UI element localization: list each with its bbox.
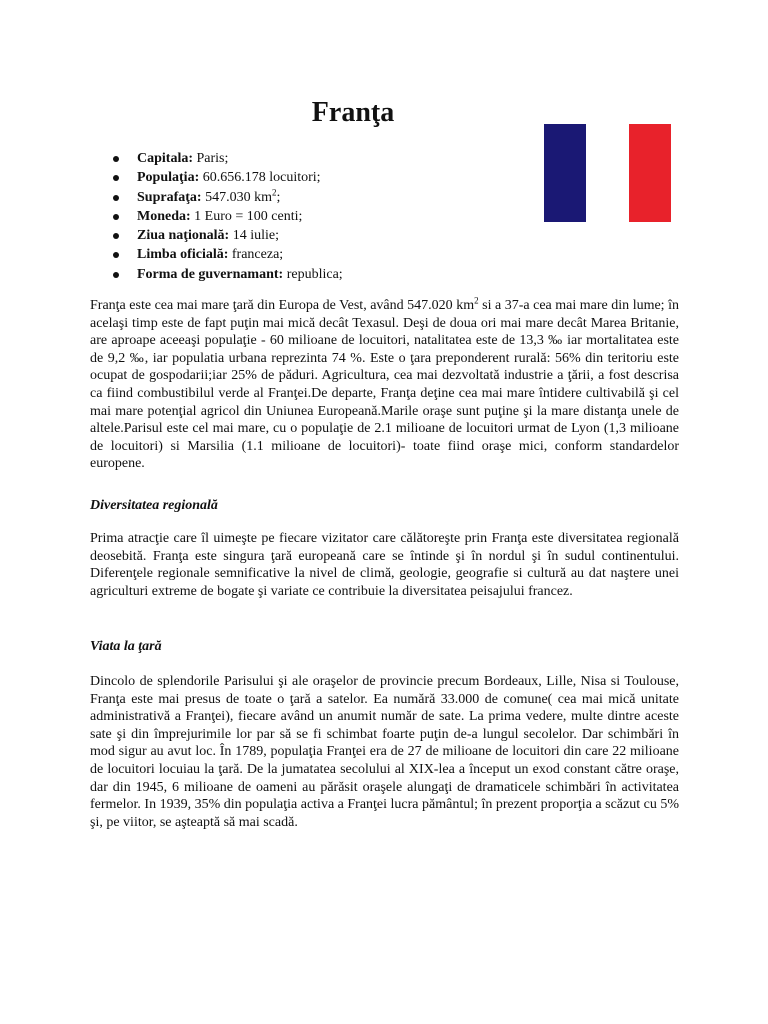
fact-value-tail: ; xyxy=(276,189,281,205)
fact-item-population xyxy=(110,168,343,187)
flag-stripe-blue xyxy=(544,124,586,222)
fact-value: 547.030 km xyxy=(201,189,272,205)
fact-item-capital xyxy=(110,149,343,168)
flag-stripe-white xyxy=(586,124,628,222)
fact-value: 14 iulie; xyxy=(229,228,279,244)
fact-key: Forma de guvernamant: xyxy=(137,266,284,282)
fact-key: Ziua naţională: xyxy=(137,228,230,244)
intro-text-part2: si a 37-a cea mai mare din lume; în acelaşi timp este de fapt puţin mai mică decât Texasul. Deşi de doua ori mai mare decât Marea Britanie, are aproape aceeaşi populaţie - 60 milioane de locuitori, natalitatea este de 13,3 ‰ iar mortalitatea este de 9,2 ‰, iar populatia urbana reprezinta 74 %. Este o ţara preponderent rurală: 56% din teritoriu este ocupat de gospodarii;iar 25% de păduri. Agricultura, cea mai dezvoltată industrie a ţării, a fost descrisa ca fiind combustibilul verde al Franţei.De departe, Franţa deţine cea mai mare întidere cultivabilă şi cel mai mare potenţial agricol din Uniunea Europeană.Marile oraşe sunt puţine şi la mare distanţa unele de altele.Parisul este cel mai mare, cu o populaţie de 2.1 milioane de locuitori urmat de Lyon (1,3 milioane de locuitori) si Marsilia (1.1 milioane de locuitori)- toate fiind oraşe mici, conform standardelor europene. xyxy=(90,298,679,472)
intro-text-part1: Franţa este cea mai mare ţară din Europa de Vest, având 547.020 km xyxy=(90,298,475,313)
fact-item-national-day xyxy=(110,226,343,245)
facts-list xyxy=(110,149,343,284)
fact-key: Populaţia: xyxy=(137,170,200,186)
fact-value: 60.656.178 locuitori; xyxy=(199,170,321,186)
fact-item-government xyxy=(110,265,343,284)
fact-key: Moneda: xyxy=(137,208,191,224)
intro-superscript: 2 xyxy=(474,295,479,306)
fact-value: republica; xyxy=(283,266,343,282)
fact-key: Limba oficială: xyxy=(137,247,229,263)
flag-stripe-red xyxy=(629,124,671,222)
fact-item-area xyxy=(110,188,343,207)
fact-key: Capitala: xyxy=(137,151,193,166)
regional-diversity-paragraph: Prima atracţie care îl uimeşte pe fiecare vizitator care călătoreşte prin Franţa este diversitatea regională deosebită. Franţa este singura ţară europeană care se întinde şi în nordul şi în sudul continentului. Diferenţele regionale semnificative la nivel de climă, geologie, geografie si cultură au dat naştere unei agriculturi extreme de bogate şi variate ce contribuie la diversitatea peisajului francez. xyxy=(90,531,679,599)
france-flag-image xyxy=(544,124,671,222)
fact-item-currency xyxy=(110,207,343,226)
fact-value: 1 Euro = 100 centi; xyxy=(190,208,303,224)
section-heading-regional-diversity: Diversitatea regională xyxy=(90,498,218,513)
fact-value: franceza; xyxy=(228,247,284,263)
fact-value: Paris; xyxy=(193,151,229,166)
page-title: Franţa xyxy=(311,97,395,128)
fact-superscript: 2 xyxy=(271,186,277,197)
fact-key: Suprafaţa: xyxy=(137,189,202,205)
intro-paragraph xyxy=(90,297,679,473)
section-heading-country-life: Viata la ţară xyxy=(90,639,162,654)
fact-item-language xyxy=(110,245,343,264)
country-life-paragraph: Dincolo de splendorile Parisului şi ale oraşelor de provincie precum Bordeaux, Lille, Nisa si Toulouse, Franţa este mai presus de toate o ţară a satelor. Ea numără 33.000 de comune( cea mai mică unitate administrativă a Franţei), fiecare având un anumit număr de sate. La prima vedere, multe dintre aceste sate şi din împrejurimile lor par să se fi schimbat foarte puţin de-a lungul secolelor. Dar schimbări în mod sigur au avut loc. În 1789, populaţia Franţei era de 27 de milioane de locuitori din care 22 milioane de locuitori locuiau la ţară. De la jumatatea secolului al XIX-lea a început un exod constant către oraşe, dar din 1945, 6 milioane de oameni au părăsit oraşele alungaţi de dramaticele schimbări în activitatea fermelor. In 1939, 35% din populaţia activa a Franţei lucra pământul; în prezent proporţia a scăzut cu 5% şi, pe viitor, se aşteaptă să mai scadă. xyxy=(90,674,679,830)
